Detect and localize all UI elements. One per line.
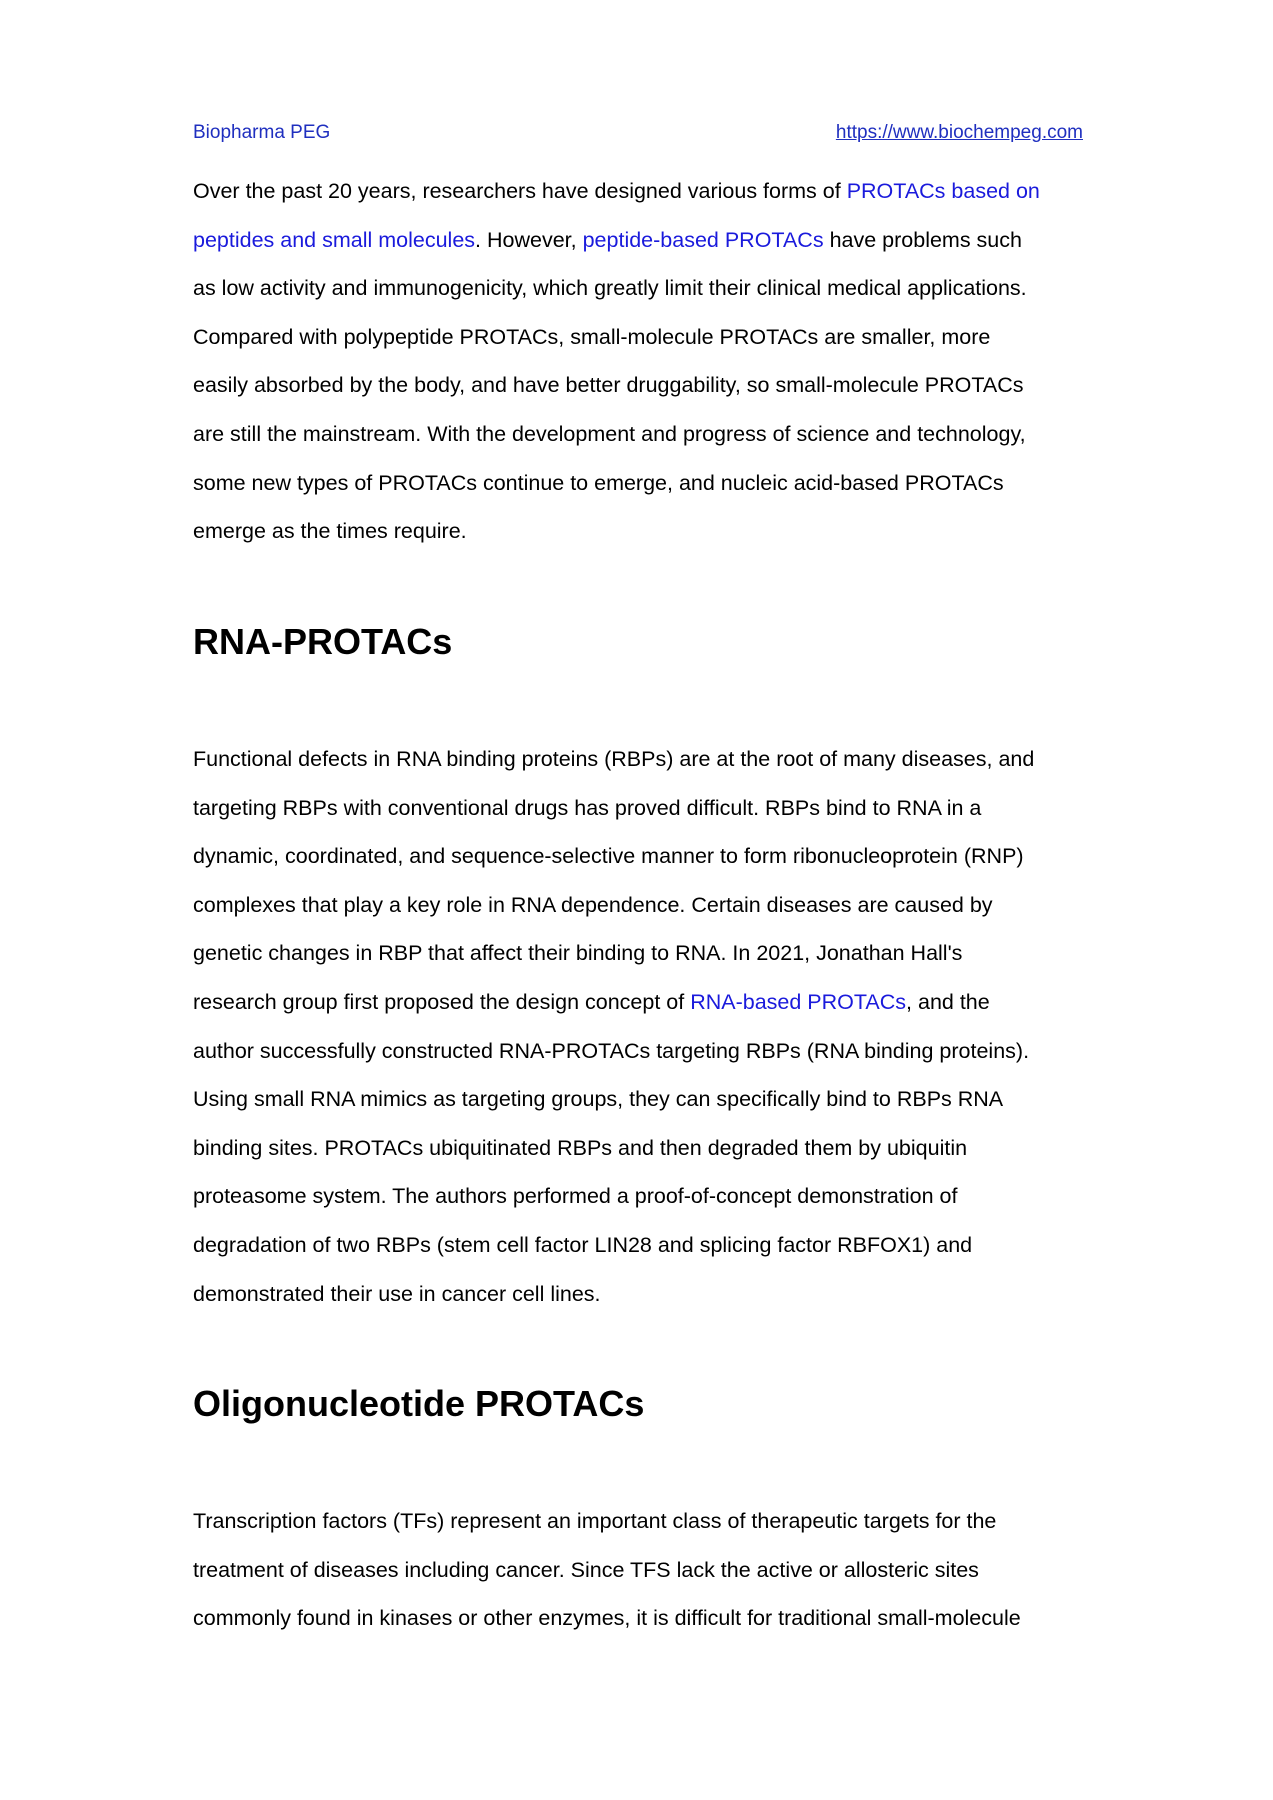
text-run: treatment of diseases including cancer. Since TFS lack the active or allosteric sites <box>193 1557 979 1582</box>
text-run: dynamic, coordinated, and sequence-selective manner to form ribonucleoprotein (RNP) <box>193 844 1024 869</box>
text-run: . However, <box>475 227 583 252</box>
text-line <box>193 1075 1093 1124</box>
text-run: degradation of two RBPs (stem cell factor LIN28 and splicing factor RBFOX1) and <box>193 1232 973 1257</box>
text-run: complexes that play a key role in RNA dependence. Certain diseases are caused by <box>193 892 993 917</box>
inline-link[interactable]: peptide-based PROTACs <box>582 227 824 252</box>
text-line <box>193 1124 1093 1173</box>
text-line <box>193 929 1093 978</box>
text-run: emerge as the times require. <box>193 519 467 544</box>
text-line <box>193 881 1093 930</box>
text-run: targeting RBPs with conventional drugs has proved difficult. RBPs bind to RNA in a <box>193 795 982 820</box>
text-line <box>193 264 1093 313</box>
text-line <box>193 784 1093 833</box>
inline-link[interactable]: PROTACs based on <box>846 179 1040 203</box>
text-run: easily absorbed by the body, and have better druggability, so small-molecule PROTACs <box>193 373 1024 398</box>
text-line <box>193 1594 1093 1643</box>
text-run: are still the mainstream. With the development and progress of science and technology, <box>193 421 1026 446</box>
text-run: proteasome system. The authors performed a proof-of-concept demonstration of <box>193 1184 958 1209</box>
text-line <box>193 313 1093 362</box>
text-run: Using small RNA mimics as targeting groups, they can specifically bind to RBPs RNA <box>193 1087 1004 1112</box>
heading-rna-protacs: RNA-PROTACs <box>193 621 453 662</box>
text-line <box>193 507 1093 556</box>
text-run: as low activity and immunogenicity, which greatly limit their clinical medical applications. <box>193 276 1027 301</box>
text-run: Functional defects in RNA binding proteins (RBPs) are at the root of many diseases, and <box>193 747 1035 771</box>
text-run: Compared with polypeptide PROTACs, small-molecule PROTACs are smaller, more <box>193 324 991 349</box>
inline-link[interactable]: peptides and small molecules <box>193 227 476 252</box>
text-line <box>193 167 1093 216</box>
text-run: research group first proposed the design concept of <box>193 989 691 1014</box>
text-run: demonstrated their use in cancer cell lines. <box>193 1281 601 1306</box>
header-site-name: Biopharma PEG <box>193 122 331 143</box>
text-run: have problems such <box>823 227 1022 252</box>
rna-protacs-paragraph <box>193 735 1093 1318</box>
text-run: commonly found in kinases or other enzymes, it is difficult for traditional small-molecule <box>193 1606 1021 1631</box>
text-run: Over the past 20 years, researchers have designed various forms of <box>193 179 847 203</box>
text-line <box>193 1221 1093 1270</box>
text-line <box>193 1172 1093 1221</box>
text-line <box>193 832 1093 881</box>
text-run: some new types of PROTACs continue to emerge, and nucleic acid-based PROTACs <box>193 470 1004 495</box>
text-line <box>193 1546 1093 1595</box>
text-line <box>193 410 1093 459</box>
text-run: Transcription factors (TFs) represent an important class of therapeutic targets for the <box>193 1509 997 1533</box>
header-url-link[interactable]: https://www.biochempeg.com <box>835 122 1083 143</box>
text-run: author successfully constructed RNA-PROTACs targeting RBPs (RNA binding proteins). <box>193 1038 1030 1063</box>
text-run: genetic changes in RBP that affect their binding to RNA. In 2021, Jonathan Hall's <box>193 941 963 966</box>
text-run: binding sites. PROTACs ubiquitinated RBPs and then degraded them by ubiquitin <box>193 1135 968 1160</box>
text-line <box>193 1497 1093 1546</box>
text-line <box>193 1270 1093 1319</box>
text-line <box>193 978 1093 1027</box>
intro-paragraph <box>193 167 1093 556</box>
text-line <box>193 459 1093 508</box>
oligonucleotide-paragraph <box>193 1497 1093 1643</box>
text-line <box>193 735 1093 784</box>
text-line <box>193 216 1093 265</box>
inline-link[interactable]: RNA-based PROTACs <box>690 989 907 1014</box>
text-run: , and the <box>906 989 990 1014</box>
text-line <box>193 361 1093 410</box>
heading-oligonucleotide-protacs: Oligonucleotide PROTACs <box>193 1383 645 1424</box>
text-line <box>193 1027 1093 1076</box>
